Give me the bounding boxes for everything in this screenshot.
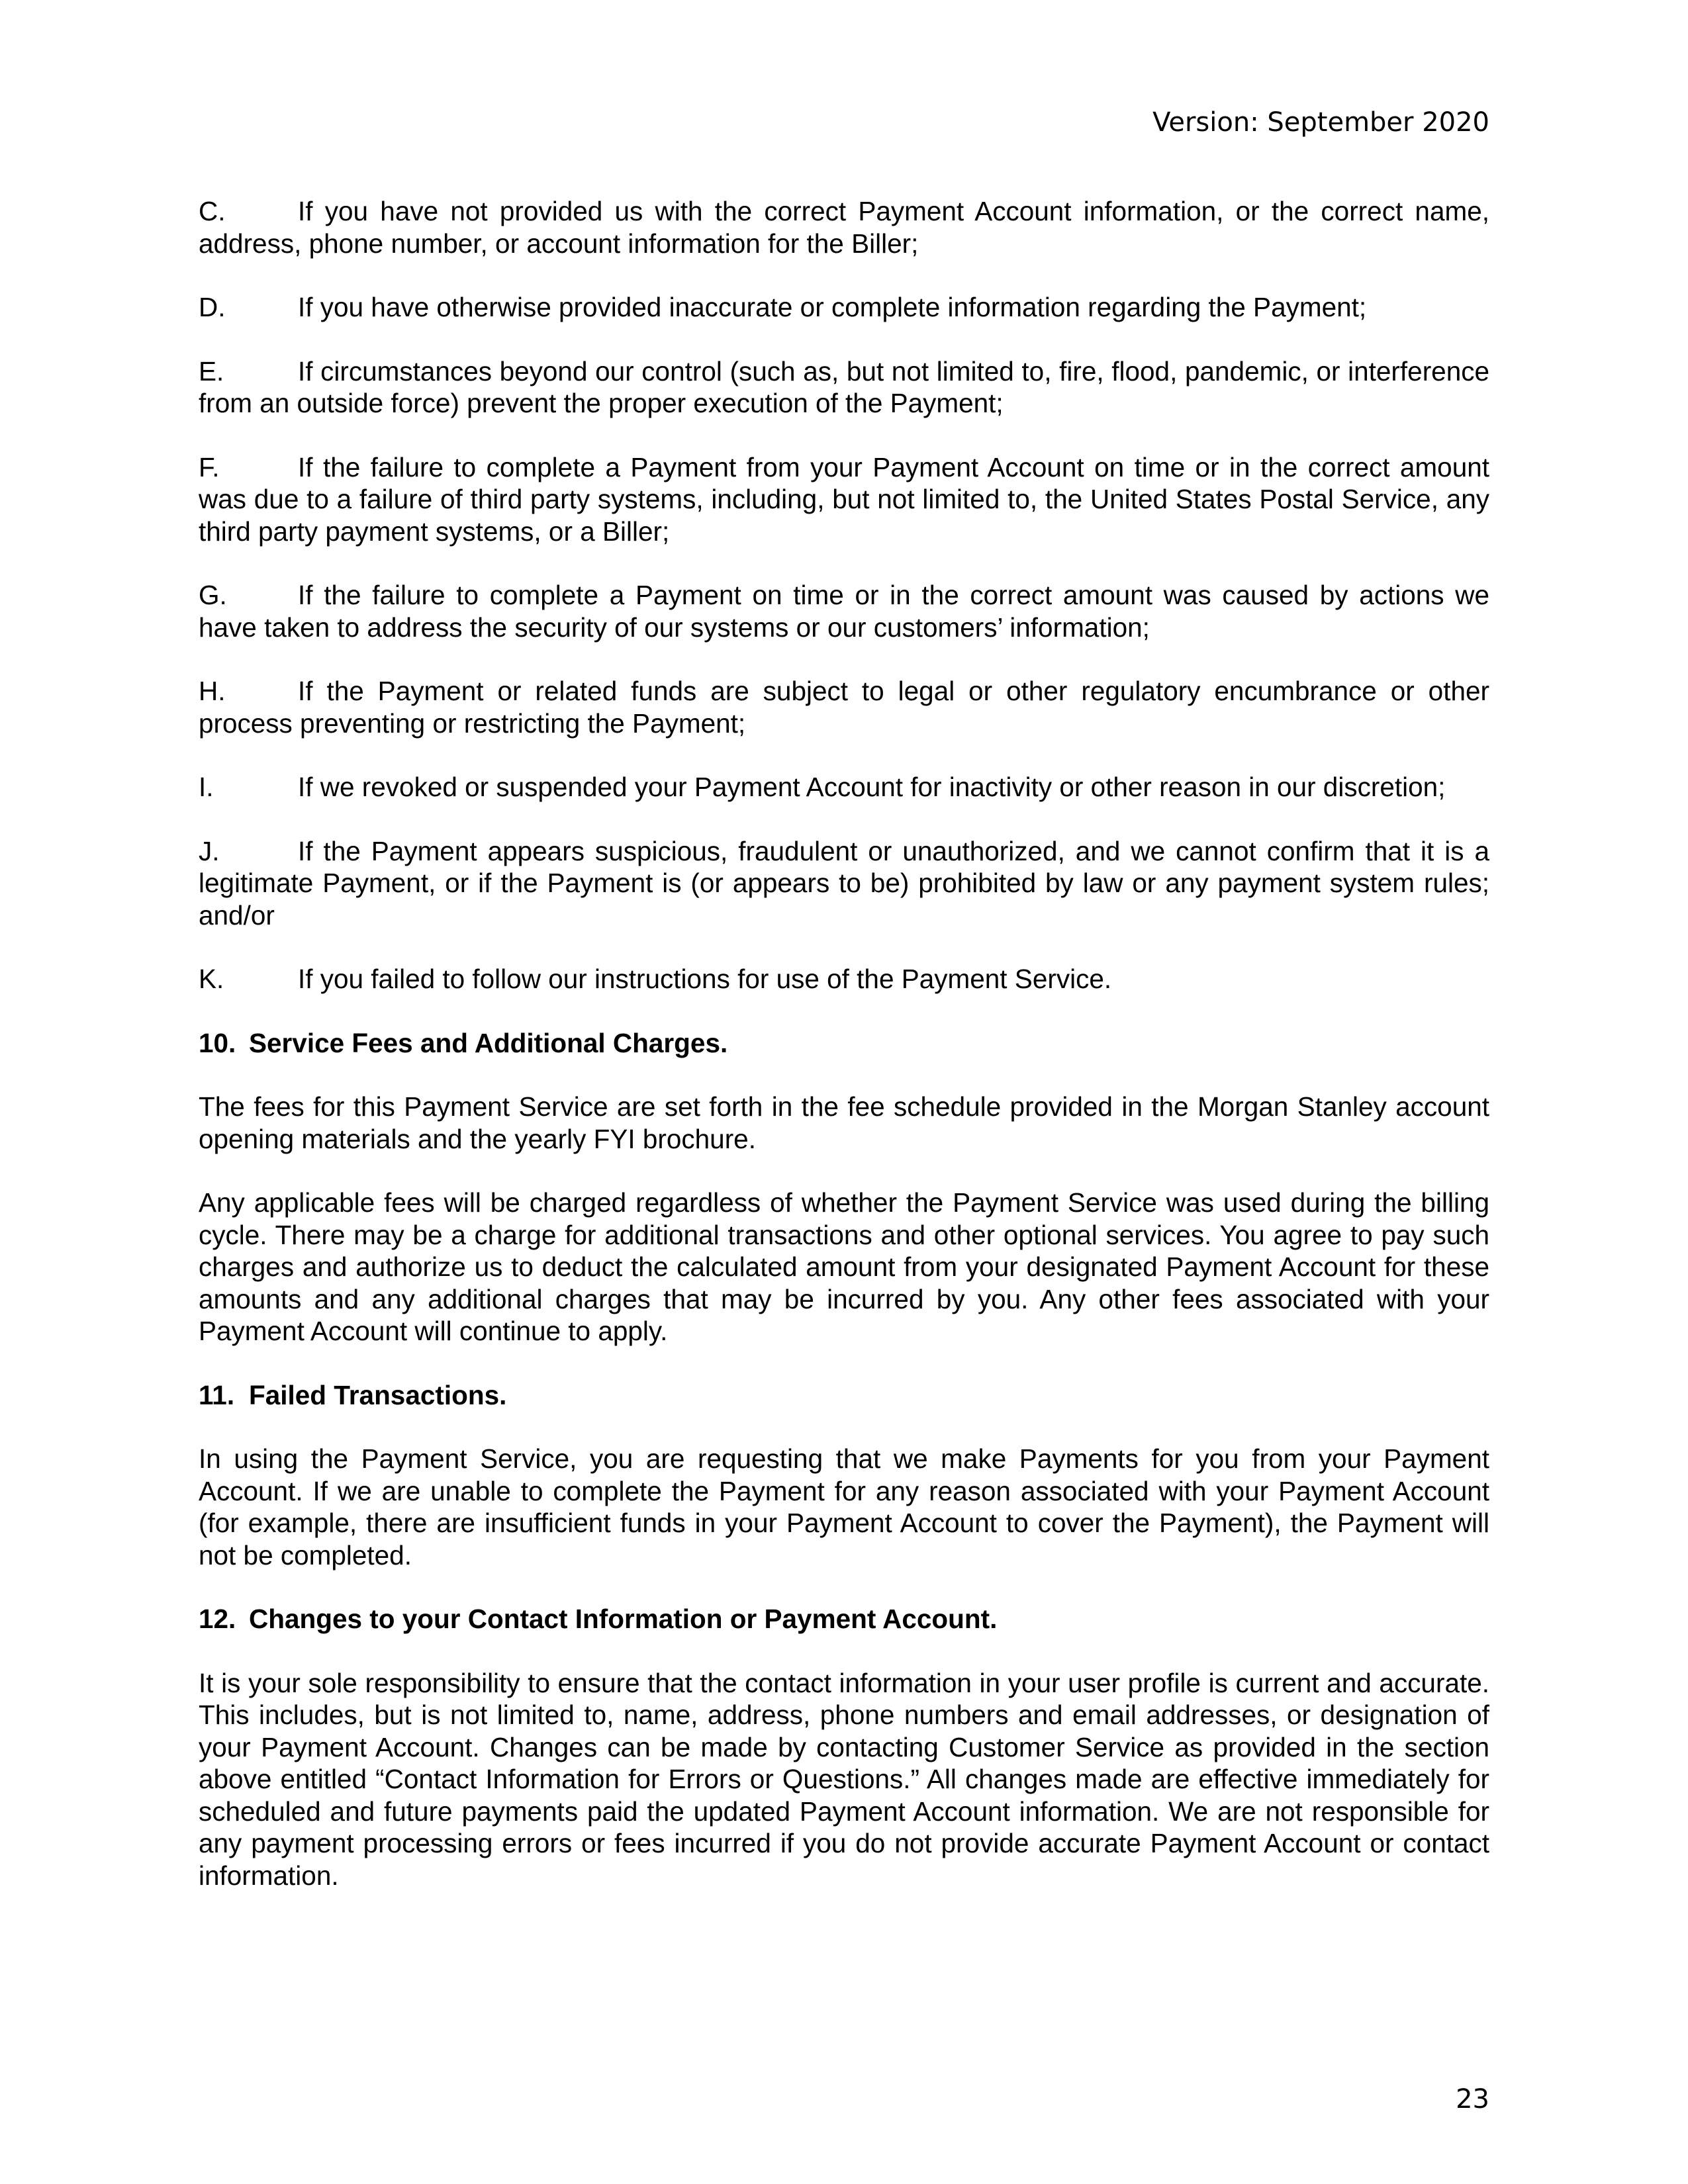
section-title: Failed Transactions.: [249, 1379, 507, 1410]
section-title: Service Fees and Additional Charges.: [249, 1027, 728, 1058]
section-paragraph: The fees for this Payment Service are set forth in the fee schedule provided in the Morgan Stanley account opening materials and the yearly FYI brochure.: [199, 1091, 1489, 1154]
list-item-letter: G.: [199, 580, 227, 610]
list-item-text: If you failed to follow our instructions for use of the Payment Service.: [298, 964, 1112, 994]
section-number: 12.: [199, 1604, 236, 1634]
list-item-g: [199, 579, 1489, 643]
section-heading-10: [199, 1027, 1489, 1060]
list-item-letter: F.: [199, 451, 220, 482]
section-number: 10.: [199, 1027, 236, 1058]
list-item-text: If you have otherwise provided inaccurate or complete information regarding the Payment;: [298, 292, 1367, 322]
list-item-letter: I.: [199, 772, 214, 802]
list-item-j: [199, 835, 1489, 932]
list-item-k: [199, 963, 1489, 995]
section-title: Changes to your Contact Information or Payment Account.: [249, 1604, 998, 1634]
list-item-h: [199, 675, 1489, 739]
list-item-letter: H.: [199, 676, 226, 706]
version-label: Version: September 2020: [1152, 107, 1489, 138]
list-item-text: If you have not provided us with the correct Payment Account information, or the correct name, address, phone number, or account information for the Biller;: [199, 196, 1489, 259]
section-heading-11: [199, 1379, 1489, 1412]
list-item-letter: J.: [199, 835, 220, 866]
list-item-letter: K.: [199, 964, 224, 994]
document-body: [199, 195, 1489, 1923]
list-item-d: [199, 291, 1489, 324]
page-number: 23: [1456, 2084, 1489, 2115]
section-number: 11.: [199, 1379, 235, 1410]
list-item-letter: E.: [199, 355, 224, 387]
list-item-text: If the Payment appears suspicious, fraudulent or unauthorized, and we cannot confirm that it is a legitimate Payment, or if the Payment is (or appears to be) prohibited by law or any payment system rules; and/or: [199, 835, 1489, 931]
list-item-text: If we revoked or suspended your Payment Account for inactivity or other reason in our discretion;: [298, 772, 1446, 802]
section-paragraph: In using the Payment Service, you are requesting that we make Payments for you from your Payment Account. If we are unable to complete the Payment for any reason associated with your Payment Account (for example, there are insufficient funds in your Payment Account to cover the Payment), the Payment will not be completed.: [199, 1443, 1489, 1570]
list-item-text: If circumstances beyond our control (such as, but not limited to, fire, flood, pandemic, or interference from an outside force) prevent the proper execution of the Payment;: [199, 355, 1489, 418]
list-item-c: [199, 195, 1489, 259]
list-item-letter: C.: [199, 196, 226, 226]
list-item-letter: D.: [199, 292, 226, 322]
list-item-text: If the failure to complete a Payment on time or in the correct amount was caused by actions we have taken to address the security of our systems or our customers’ information;: [199, 580, 1489, 643]
list-item-i: [199, 771, 1489, 803]
section-heading-12: [199, 1603, 1489, 1635]
section-paragraph: It is your sole responsibility to ensure that the contact information in your user profile is current and accurate. This includes, but is not limited to, name, address, phone numbers and email addresses, or designation of your Payment Account. Changes can be made by contacting Customer Service as provided in the section above entitled “Contact Information for Errors or Questions.” All changes made are effective immediately for scheduled and future payments paid the updated Payment Account information. We are not responsible for any payment processing errors or fees incurred if you do not provide accurate Payment Account or contact information.: [199, 1667, 1489, 1891]
section-paragraph: Any applicable fees will be charged regardless of whether the Payment Service was used during the billing cycle. There may be a charge for additional transactions and other optional services. You agree to pay such charges and authorize us to deduct the calculated amount from your designated Payment Account for these amounts and any additional charges that may be incurred by you. Any other fees associated with your Payment Account will continue to apply.: [199, 1187, 1489, 1346]
list-item-text: If the failure to complete a Payment from your Payment Account on time or in the correct amount was due to a failure of third party systems, including, but not limited to, the United States Postal Service, any third party payment systems, or a Biller;: [199, 451, 1489, 547]
list-item-e: [199, 355, 1489, 420]
list-item-f: [199, 451, 1489, 548]
list-item-text: If the Payment or related funds are subject to legal or other regulatory encumbrance or other process preventing or restricting the Payment;: [199, 676, 1489, 739]
